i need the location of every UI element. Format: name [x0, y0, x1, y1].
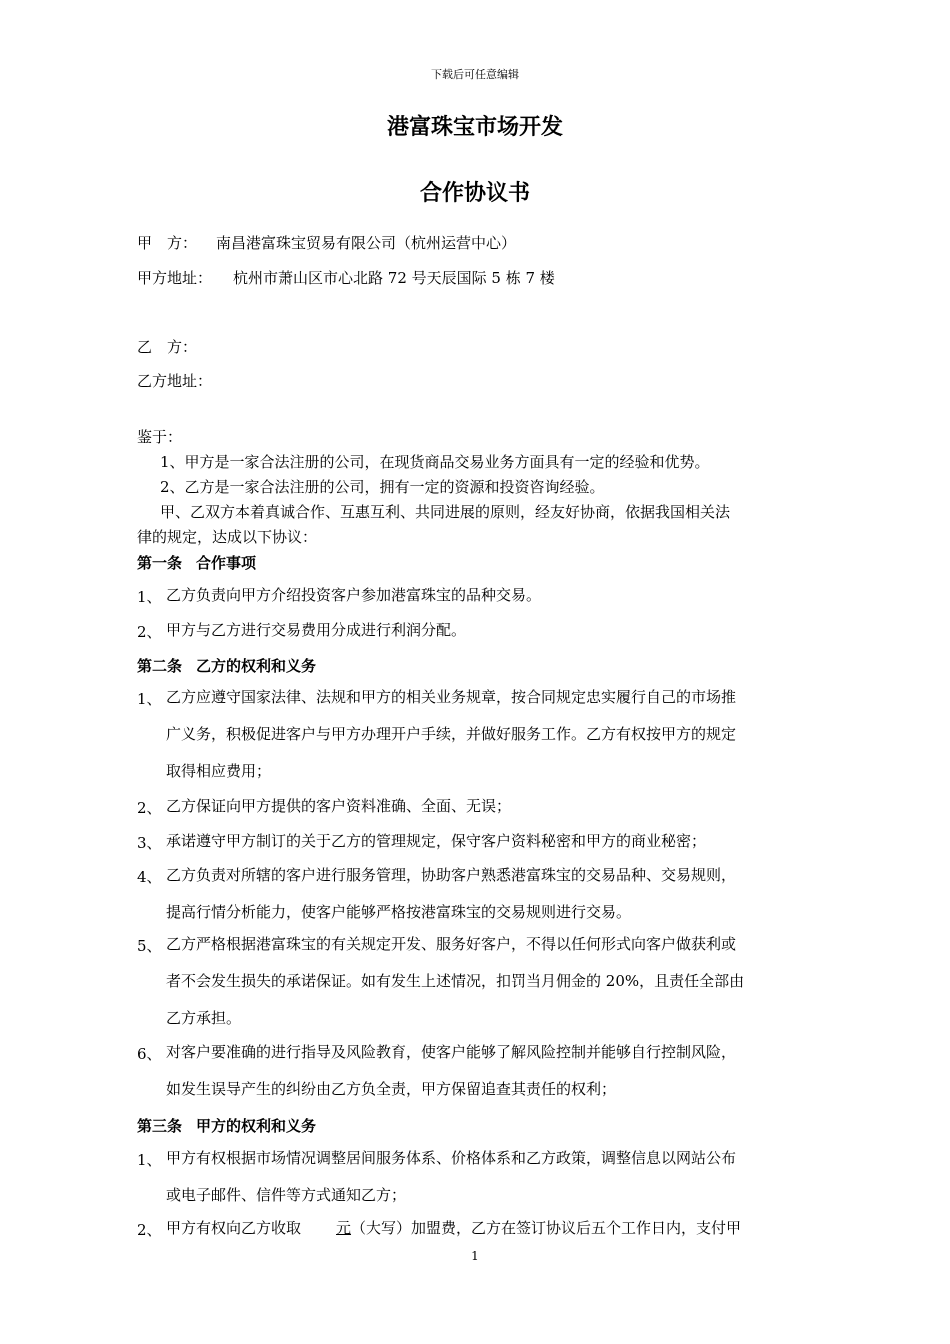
- item-text: [166, 1219, 817, 1238]
- party-a-address-line: [137, 267, 555, 288]
- fee-blank: 元: [336, 1219, 352, 1237]
- whereas-label: 鉴于：: [137, 428, 183, 446]
- item-number: 3、: [137, 834, 162, 852]
- item-text-line: 提高行情分析能力，使客户能够严格按港富珠宝的交易规则进行交易。: [166, 903, 632, 921]
- article2-title: 乙方的权利和义务: [196, 657, 317, 675]
- item-text-line: 者不会发生损失的承诺保证。如有发生上述情况，扣罚当月佣金的 20%，且责任全部由: [166, 972, 745, 990]
- item-number: 6、: [137, 1045, 162, 1063]
- page-number: 1: [471, 1249, 479, 1263]
- item-text-line: 乙方承担。: [166, 1009, 242, 1027]
- party-a-line: [137, 232, 516, 253]
- article3-heading: [137, 1115, 316, 1136]
- party-b-line: [137, 336, 197, 357]
- item-number: 2、: [137, 799, 162, 817]
- item-text-line: 乙方严格根据港富珠宝的有关规定开发、服务好客户，不得以任何形式向客户做获利或: [166, 935, 737, 953]
- document-title-line2: 合作协议书: [419, 181, 530, 206]
- party-a-address-value: 杭州市萧山区市心北路 72 号天辰国际 5 栋 7 楼: [233, 269, 555, 287]
- item-text-prefix: 甲方有权向乙方收取: [166, 1219, 302, 1237]
- item-number: 2、: [137, 1221, 162, 1239]
- item-text-line: 甲方有权根据市场情况调整居间服务体系、价格体系和乙方政策，调整信息以网站公布: [166, 1149, 737, 1167]
- article1-number: 第一条: [137, 554, 183, 572]
- party-a-address-label: 甲方地址：: [137, 269, 213, 287]
- party-a-label: 甲 方：: [137, 234, 198, 252]
- document-title-line1: 港富珠宝市场开发: [386, 115, 563, 140]
- item-number: 1、: [137, 588, 162, 606]
- item-text-line: 如发生误导产生的纠纷由乙方负全责，甲方保留追查其责任的权利；: [166, 1080, 617, 1098]
- party-b-address-label: 乙方地址：: [137, 372, 213, 390]
- article1-title: 合作事项: [196, 554, 257, 572]
- item-number: 4、: [137, 868, 162, 886]
- article3-title: 甲方的权利和义务: [196, 1117, 317, 1135]
- whereas-item-2: 2、乙方是一家合法注册的公司，拥有一定的资源和投资咨询经验。: [160, 478, 605, 496]
- item-text-suffix: （大写）加盟费，乙方在签订协议后五个工作日内，支付甲: [351, 1219, 742, 1237]
- item-text-line: 对客户要准确的进行指导及风险教育，使客户能够了解风险控制并能够自行控制风险，: [166, 1043, 737, 1061]
- party-a-value: 南昌港富珠宝贸易有限公司（杭州运营中心）: [216, 234, 517, 252]
- header-note: 下载后可任意编辑: [431, 68, 519, 81]
- item-text-line: 乙方应遵守国家法律、法规和甲方的相关业务规章，按合同规定忠实履行自己的市场推: [166, 688, 737, 706]
- article3-number: 第三条: [137, 1117, 183, 1135]
- item-text: 乙方保证向甲方提供的客户资料准确、全面、无误；: [166, 797, 512, 815]
- item-number: 1、: [137, 1151, 162, 1169]
- item-text-line: 广义务，积极促进客户与甲方办理开户手续，并做好服务工作。乙方有权按甲方的规定: [166, 725, 737, 743]
- item-text: 乙方负责向甲方介绍投资客户参加港富珠宝的品种交易。: [166, 586, 542, 604]
- item-text-line: 取得相应费用；: [166, 762, 272, 780]
- whereas-item-3-line1: 甲、乙双方本着真诚合作、互惠互利、共同进展的原则，经友好协商，依据我国相关法: [160, 503, 731, 521]
- party-b-label: 乙 方：: [137, 338, 198, 356]
- item-text-line: 乙方负责对所辖的客户进行服务管理，协助客户熟悉港富珠宝的交易品种、交易规则，: [166, 866, 737, 884]
- item-text-line: 或电子邮件、信件等方式通知乙方；: [166, 1186, 407, 1204]
- whereas-item-1: 1、甲方是一家合法注册的公司，在现货商品交易业务方面具有一定的经验和优势。: [160, 453, 710, 471]
- item-number: 1、: [137, 690, 162, 708]
- whereas-section: [137, 425, 817, 550]
- article2-heading: [137, 655, 316, 676]
- article2-number: 第二条: [137, 657, 183, 675]
- whereas-item-3-line2: 律的规定，达成以下协议：: [137, 528, 318, 546]
- item-text: 甲方与乙方进行交易费用分成进行利润分配。: [166, 621, 467, 639]
- party-b-address-line: [137, 370, 212, 391]
- item-text: 承诺遵守甲方制订的关于乙方的管理规定，保守客户资料秘密和甲方的商业秘密；: [166, 832, 707, 850]
- article1-heading: [137, 552, 256, 573]
- item-number: 5、: [137, 937, 162, 955]
- item-number: 2、: [137, 623, 162, 641]
